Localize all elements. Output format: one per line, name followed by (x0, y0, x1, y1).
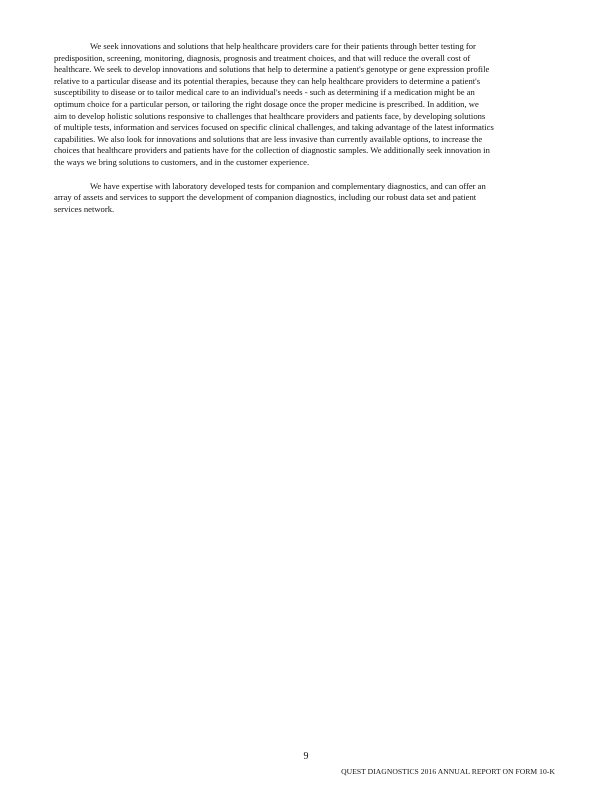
body-text (54, 41, 561, 227)
footer-report-title: QUEST DIAGNOSTICS 2016 ANNUAL REPORT ON FORM 10-K (341, 767, 555, 776)
page-number: 9 (303, 751, 309, 762)
paragraph-companion-diagnostics: We have expertise with laboratory developed tests for companion and complementary diagnostics, and can offer an array of assets and services to support the development of companion diagnostics, including our robust data set and patient services network. (54, 180, 486, 214)
paragraph-innovation-strategy: We seek innovations and solutions that help healthcare providers care for their patients through better testing for predisposition, screening, monitoring, diagnosis, prognosis and treatment choices, and that will reduce the overall cost of healthcare. We seek to develop innovations and solutions that help to determine a patient's genotype or gene expression profile relative to a particular disease and its potential therapies, because they can help healthcare providers to determine a patient's susceptibility to disease or to tailor medical care to an individual's needs - such as determining if a medication might be an optimum choice for a particular person, or tailoring the right dosage once the proper medicine is prescribed. In addition, we aim to develop holistic solutions responsive to challenges that healthcare providers and patients face, by developing solutions of multiple tests, information and services focused on specific clinical challenges, and taking advantage of the latest informatics capabilities. We also look for innovations and solutions that are less invasive than currently available options, to increase the choices that healthcare providers and patients have for the collection of diagnostic samples. We additionally seek innovation in the ways we bring solutions to customers, and in the customer experience. (54, 41, 494, 167)
